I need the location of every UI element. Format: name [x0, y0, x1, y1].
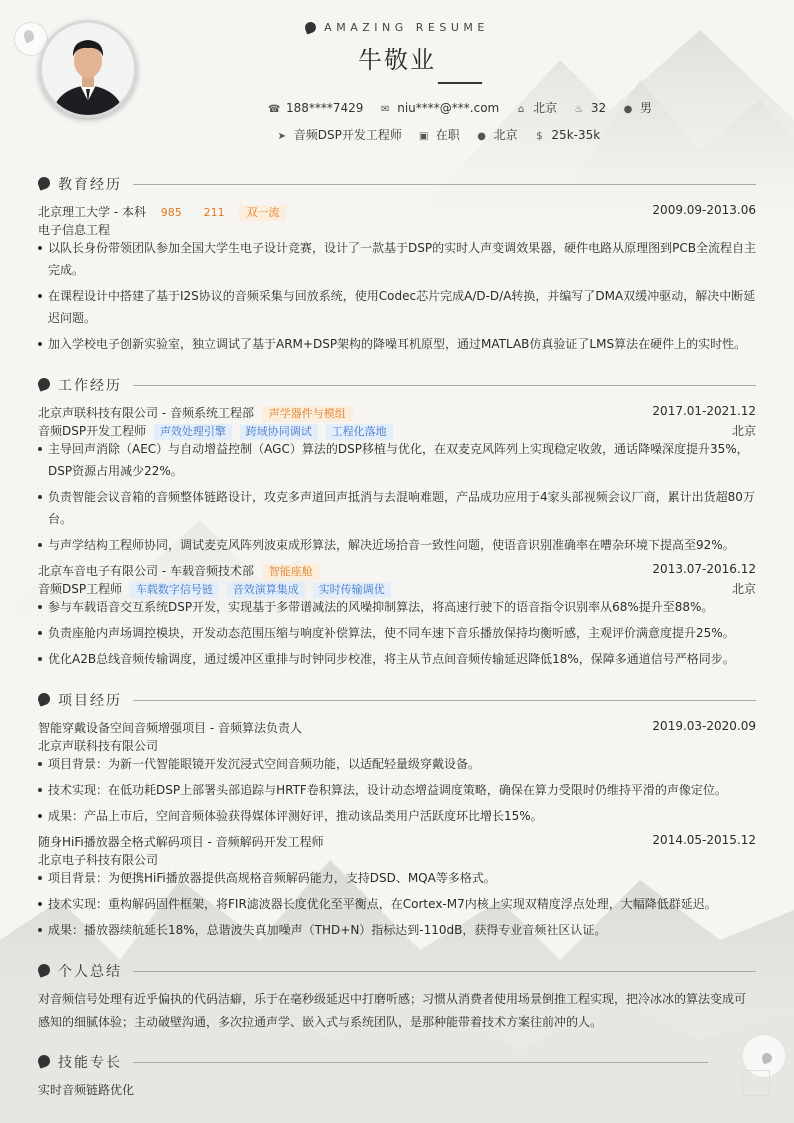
section-education [38, 175, 756, 195]
section-title: 工作经历 [58, 378, 122, 394]
list-item: 与声学结构工程师协同，调试麦克风阵列波束成形算法，解决近场拾音一致性问题，使语音识别准确率在嘈杂环境下提高至92%。 [38, 534, 756, 556]
tag-double-first-class: 双一流 [239, 205, 286, 221]
list-item: 负责座舱内声场调控模块，开发动态范围压缩与响度补偿算法，使不同车速下音乐播放保持均衡听感，主观评价满意度提升25%。 [38, 622, 756, 644]
tag-985: 985 [160, 206, 182, 219]
work-city: 北京 [731, 424, 756, 438]
send-icon: ➤ [277, 131, 286, 142]
section-divider [133, 971, 756, 972]
brand-text: AMAZING RESUME [324, 21, 489, 34]
skill-item: 实时音频链路优化 [38, 1083, 135, 1097]
list-item: 参与车载语音交互系统DSP开发，实现基于多带谱减法的风噪抑制算法，将高速行驶下的语音指令识别率从68%提升至88%。 [38, 596, 756, 618]
skill-tag: 工程化落地 [326, 424, 393, 440]
school-name: 北京理工大学 - 本科 [38, 205, 146, 219]
status-value: 在职 [435, 128, 460, 142]
money-icon: $ [536, 131, 543, 142]
list-item: 技术实现：在低功耗DSP上部署头部追踪与HRTF卷积算法，设计动态增益调度策略，确保在算力受限时仍维持平滑的声像定位。 [38, 779, 756, 801]
job-title: 音频DSP开发工程师 [38, 424, 147, 438]
leaf-icon [36, 175, 51, 190]
list-item: 负责智能会议音箱的音频整体链路设计，攻克多声道回声抵消与去混响难题，产品成功应用于4家头部视频会议厂商，累计出货超80万台。 [38, 486, 756, 530]
intent-position [276, 126, 402, 143]
skill-tag: 声效处理引擎 [154, 424, 232, 440]
contact-row [0, 99, 794, 116]
work-header [38, 562, 756, 580]
email-value: niu****@***.com [397, 101, 500, 115]
skill-tag: 跨域协同调试 [240, 424, 318, 440]
education-header [38, 203, 756, 221]
phone-icon: ☎ [267, 104, 281, 115]
contact-gender [622, 99, 652, 116]
list-item: 加入学校电子创新实验室，独立调试了基于ARM+DSP架构的降噪耳机原型，通过MATLAB仿真验证了LMS算法在硬件上的实时性。 [38, 333, 756, 355]
contact-email [379, 101, 499, 115]
mail-icon: ✉ [381, 104, 390, 115]
list-item: 成果：播放器续航延长18%，总谐波失真加噪声（THD+N）指标达到-110dB，获得专业音频社区认证。 [38, 919, 756, 941]
age-value: 32 [590, 101, 607, 115]
skill-tag: 音效演算集成 [227, 582, 305, 598]
section-divider [133, 700, 756, 701]
section-summary [38, 962, 756, 982]
section-skills [38, 1053, 756, 1073]
intent-city [476, 126, 518, 143]
project-header [38, 719, 756, 736]
company-name: 北京车音电子有限公司 - 车载音频技术部 [38, 564, 254, 578]
leaf-icon [36, 1053, 51, 1068]
leaf-icon [36, 962, 51, 977]
skill-tag: 车载数字信号链 [130, 582, 219, 598]
section-divider [133, 1062, 708, 1063]
section-projects [38, 691, 756, 711]
contact-age [573, 101, 606, 115]
section-divider [133, 184, 756, 185]
summary-text: 对音频信号处理有近乎偏执的代码洁癖，乐于在毫秒级延迟中打磨听感；习惯从消费者使用场景倒推工程实现，把冷冰冰的算法变成可感知的细腻体验；主动破壁沟通，多次拉通声学、嵌入式与系统团队，是那种能带着技术方案往前冲的人。 [38, 992, 747, 1029]
project-company: 北京声联科技有限公司 [38, 739, 159, 753]
phone-value: 188****7429 [285, 101, 364, 115]
leaf-icon [304, 20, 318, 34]
brand [0, 20, 794, 34]
list-item: 主导回声消除（AEC）与自动增益控制（AGC）算法的DSP移植与优化，在双麦克风阵列上实现稳定收敛，通话降噪深度提升35%，DSP资源占用减少22%。 [38, 438, 756, 482]
education-date: 2009.09-2013.06 [652, 203, 756, 217]
work-date: 2017.01-2021.12 [652, 404, 756, 418]
skill-tag: 实时传输调优 [313, 582, 391, 598]
tag-211: 211 [203, 206, 225, 219]
salary-value: 25k-35k [551, 128, 601, 142]
project-title: 智能穿戴设备空间音频增强项目 - 音频算法负责人 [38, 721, 302, 735]
section-title: 教育经历 [58, 177, 122, 193]
industry-tag: 声学器件与模组 [262, 406, 353, 422]
leaf-icon [36, 376, 51, 391]
contact-home [515, 99, 557, 116]
section-divider [133, 385, 756, 386]
briefcase-icon: ▣ [419, 131, 429, 142]
list-item: 优化A2B总线音频传输调度，通过缓冲区重排与时钟同步校准，将主从节点间音频传输延迟降低18%，保障多通道信号严格同步。 [38, 648, 756, 670]
section-title: 项目经历 [58, 693, 122, 709]
project-title: 随身HiFi播放器全格式解码项目 - 音频解码开发工程师 [38, 835, 324, 849]
list-item: 项目背景：为便携HiFi播放器提供高规格音频解码能力，支持DSD、MQA等多格式。 [38, 867, 756, 889]
list-item: 技术实现：重构解码固件框架，将FIR滤波器长度优化至平衡点，在Cortex-M7内核上实现双精度浮点处理，大幅降低群延迟。 [38, 893, 756, 915]
list-item: 成果：产品上市后，空间音频体验获得媒体评测好评，推动该品类用户活跃度环比增长15%。 [38, 805, 756, 827]
home-icon: ⌂ [517, 104, 525, 115]
decor-square [742, 1070, 770, 1096]
project-date: 2014.05-2015.12 [652, 833, 756, 847]
gender-icon: ● [623, 104, 633, 115]
gender-value: 男 [640, 101, 653, 115]
project-company: 北京电子科技有限公司 [38, 853, 159, 867]
project-header [38, 833, 756, 850]
contact-phone [268, 101, 363, 115]
leaf-icon [36, 691, 51, 706]
list-item: 在课程设计中搭建了基于I2S协议的音频采集与回放系统，使用Codec芯片完成A/D-D/A转换，并编写了DMA双缓冲驱动，解决中断延迟问题。 [38, 285, 756, 329]
location-icon: ● [477, 131, 486, 142]
project-date: 2019.03-2020.09 [652, 719, 756, 733]
home-value: 北京 [533, 101, 558, 115]
position-value: 音频DSP开发工程师 [293, 128, 402, 142]
list-item: 以队长身份带领团队参加全国大学生电子设计竞赛，设计了一款基于DSP的实时人声变调效果器，硬件电路从原理图到PCB全流程自主完成。 [38, 237, 756, 281]
work-header [38, 404, 756, 422]
work-city: 北京 [731, 582, 756, 596]
intent-row [0, 126, 794, 143]
company-name: 北京声联科技有限公司 - 音频系统工程部 [38, 406, 254, 420]
job-title: 音频DSP工程师 [38, 582, 123, 596]
city-value: 北京 [493, 128, 518, 142]
section-title: 技能专长 [58, 1055, 122, 1071]
intent-status [418, 126, 460, 143]
name-underline [438, 82, 482, 84]
major: 电子信息工程 [38, 223, 111, 237]
section-title: 个人总结 [58, 964, 122, 980]
candidate-name: 牛敬业 [358, 46, 436, 74]
intent-salary [533, 128, 600, 142]
industry-tag: 智能座舱 [262, 564, 320, 580]
cake-icon: ♨ [574, 104, 584, 115]
list-item: 项目背景：为新一代智能眼镜开发沉浸式空间音频功能，以适配轻量级穿戴设备。 [38, 753, 756, 775]
work-date: 2013.07-2016.12 [652, 562, 756, 576]
section-work [38, 376, 756, 396]
